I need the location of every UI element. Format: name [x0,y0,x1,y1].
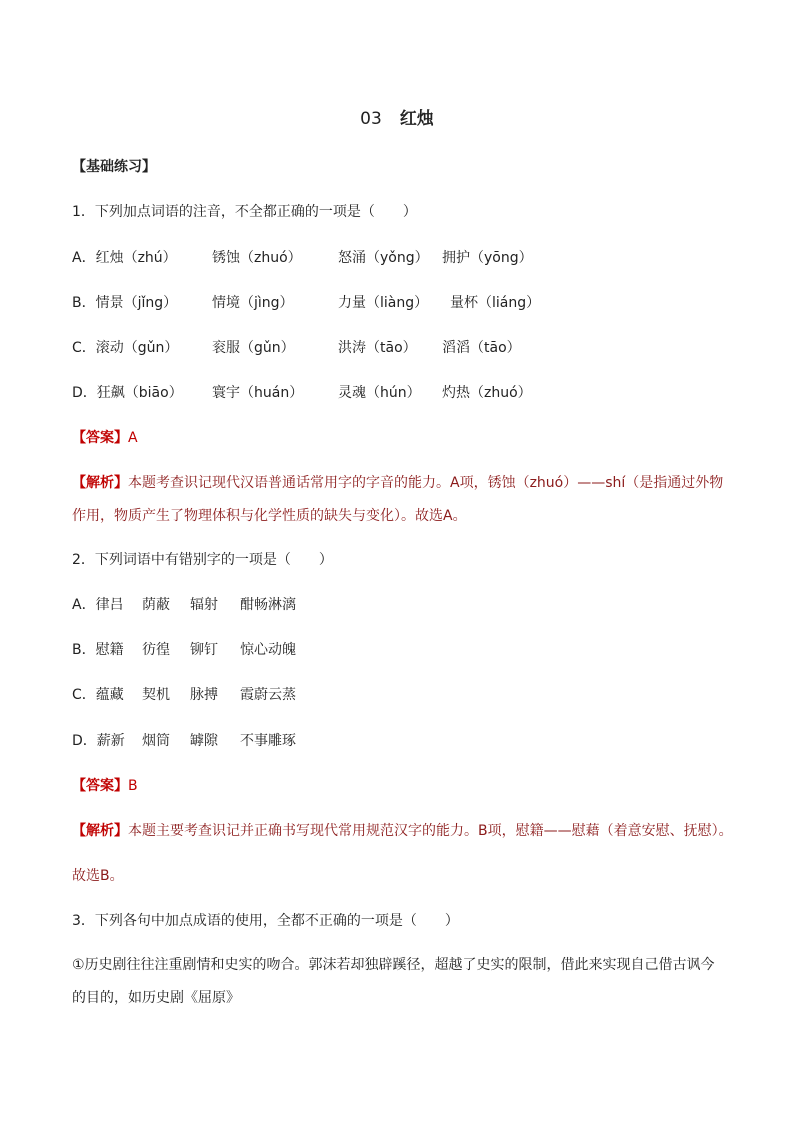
q2-a-word-2: 荫蔽 [142,597,170,613]
q1-b-word-1: B．情景（jǐng） [72,295,178,311]
q2-answer-value: B [128,778,138,794]
q1-analysis-line-1 [72,473,723,493]
q1-b-word-2: 情境（jìng） [212,295,294,311]
q2-d-word-3: 罅隙 [190,733,218,749]
q2-c-word-2: 契机 [142,687,170,703]
q1-d-word-2: 寰宇（huán） [212,385,304,401]
q2-analysis-line-1 [72,821,733,841]
q2-a-word-3: 辐射 [190,597,218,613]
q1-d-word-1: D．狂飙（biāo） [72,385,183,401]
q2-stem: 2．下列词语中有错别字的一项是（ ） [72,552,333,568]
q2-analysis-text-1: 本题主要考查识记并正确书写现代常用规范汉字的能力。B项，慰籍——慰藉（着意安慰、抚慰）。 [128,823,733,839]
q1-b-word-4: 量杯（liáng） [450,295,541,311]
q1-answer-tag: 【答案】 [72,430,128,446]
q1-c-word-2: 衮服（gǔn） [212,340,295,356]
q3-sentence-1-line-1: ①历史剧往往注重剧情和史实的吻合。郭沫若却独辟蹊径，超越了史实的限制，借此来实现自己借古讽今 [72,957,715,973]
q2-c-word-3: 脉搏 [190,687,218,703]
q1-answer [72,428,138,448]
q1-answer-value: A [128,430,138,446]
q1-a-word-4: 拥护（yōng） [442,250,533,266]
q1-analysis-text-1: 本题考查识记现代汉语普通话常用字的字音的能力。A项，锈蚀（zhuó）——shí（是指通过外物 [128,475,724,491]
q2-a-word-1: A．律吕 [72,597,124,613]
q2-c-word-1: C．蕴藏 [72,687,124,703]
q1-b-word-3: 力量（liàng） [338,295,429,311]
q1-analysis-line-2: 作用，物质产生了物理体积与化学性质的缺失与变化）。故选A。 [72,508,467,524]
section-heading: 【基础练习】 [72,159,156,175]
q2-d-word-2: 烟筒 [142,733,170,749]
q3-sentence-1-line-2: 的目的，如历史剧《屈原》 [72,990,240,1006]
q1-c-word-1: C．滚动（gǔn） [72,340,179,356]
q1-analysis-tag: 【解析】 [72,475,128,491]
q2-c-word-4: 霞蔚云蒸 [240,687,296,703]
q2-analysis-tag: 【解析】 [72,823,128,839]
q2-b-word-4: 惊心动魄 [240,642,296,658]
q2-answer-tag: 【答案】 [72,778,128,794]
q2-a-word-4: 酣畅淋漓 [240,597,296,613]
title-text: 红烛 [399,109,434,129]
q1-stem: 1．下列加点词语的注音，不全都正确的一项是（ ） [72,204,417,220]
q1-d-word-4: 灼热（zhuó） [442,385,532,401]
q3-stem: 3．下列各句中加点成语的使用，全都不正确的一项是（ ） [72,913,459,929]
q1-a-word-2: 锈蚀（zhuó） [212,250,302,266]
q2-d-word-1: D．薪新 [72,733,125,749]
q2-b-word-3: 铆钉 [190,642,218,658]
q1-c-word-4: 滔滔（tāo） [442,340,521,356]
page-title [0,104,794,129]
q2-b-word-2: 彷徨 [142,642,170,658]
q2-d-word-4: 不事雕琢 [240,733,296,749]
q2-analysis-line-2: 故选B。 [72,868,124,884]
q2-b-word-1: B．慰籍 [72,642,124,658]
q1-a-word-3: 怒涌（yǒng） [338,250,429,266]
title-number: 03 [360,109,382,129]
q1-d-word-3: 灵魂（hún） [338,385,421,401]
q1-c-word-3: 洪涛（tāo） [338,340,417,356]
q2-answer [72,776,138,796]
q1-a-word-1: A．红烛（zhú） [72,250,177,266]
